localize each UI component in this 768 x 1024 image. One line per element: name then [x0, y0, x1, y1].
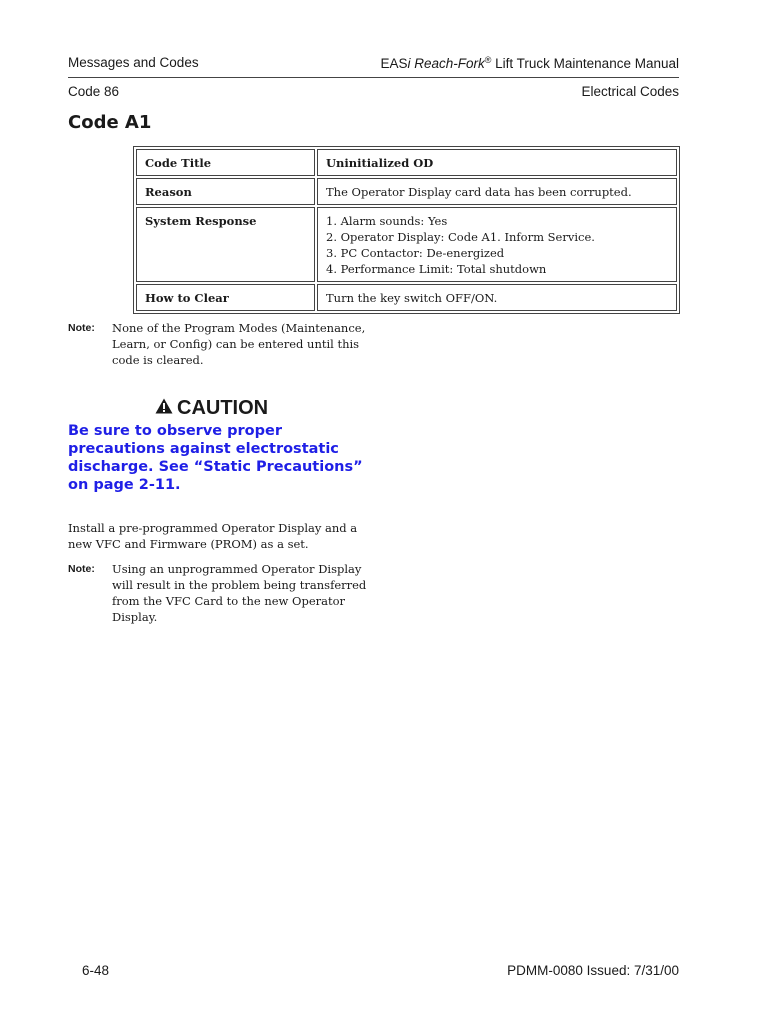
manual-title-prefix: EAS	[380, 56, 408, 71]
response-line: 2. Operator Display: Code A1. Inform Service.	[326, 230, 595, 244]
manual-title-brand: Reach-Fork	[414, 56, 485, 71]
row-value-how-to-clear: Turn the key switch OFF/ON.	[317, 284, 677, 311]
warning-triangle-icon	[155, 397, 173, 420]
document-issue: PDMM-0080 Issued: 7/31/00	[507, 963, 679, 978]
subsection-left: Code 86	[68, 84, 120, 99]
section-title: Messages and Codes	[68, 55, 199, 70]
response-line: 1. Alarm sounds: Yes	[326, 214, 448, 228]
manual-title-i: i	[407, 56, 411, 71]
caution-title: CAUTION	[177, 397, 269, 419]
install-paragraph: Install a pre-programmed Operator Display and a new VFC and Firmware (PROM) as a set.	[68, 521, 358, 551]
note-program-modes	[68, 320, 368, 368]
row-key-how-to-clear: How to Clear	[136, 284, 315, 311]
registered-mark: ®	[484, 55, 492, 65]
manual-title-suffix: Lift Truck Maintenance Manual	[491, 56, 679, 71]
page-title: Code A1	[68, 112, 152, 133]
code-table	[133, 146, 680, 314]
table-row	[136, 149, 677, 176]
note-text: Using an unprogrammed Operator Display will result in the problem being transferred from the VFC Card to the new Operator Display.	[112, 562, 367, 624]
row-value-code-title: Uninitialized OD	[317, 149, 677, 176]
table-row	[136, 284, 677, 311]
note-unprogrammed-display	[68, 561, 368, 625]
caution-text: Be sure to observe proper precautions against electrostatic discharge. See “Static Precautions” on page 2-11.	[68, 423, 363, 493]
subsection-right: Electrical Codes	[581, 84, 679, 99]
row-key-system-response: System Response	[136, 207, 315, 282]
row-key-reason: Reason	[136, 178, 315, 205]
table-row	[136, 207, 677, 282]
row-value-reason: The Operator Display card data has been corrupted.	[317, 178, 677, 205]
response-line: 4. Performance Limit: Total shutdown	[326, 262, 547, 276]
row-key-code-title: Code Title	[136, 149, 315, 176]
table-row	[136, 178, 677, 205]
header-rule	[68, 77, 679, 78]
caution-heading	[155, 397, 268, 420]
note-text: None of the Program Modes (Maintenance, Learn, or Config) can be entered until this code is cleared.	[112, 321, 366, 367]
response-line: 3. PC Contactor: De-energized	[326, 246, 505, 260]
page-number: 6-48	[82, 963, 110, 978]
row-value-system-response	[317, 207, 677, 282]
running-header	[68, 55, 679, 75]
manual-title	[380, 55, 679, 71]
note-label: Note:	[68, 322, 95, 334]
sub-header	[68, 84, 679, 104]
note-label: Note:	[68, 563, 95, 575]
